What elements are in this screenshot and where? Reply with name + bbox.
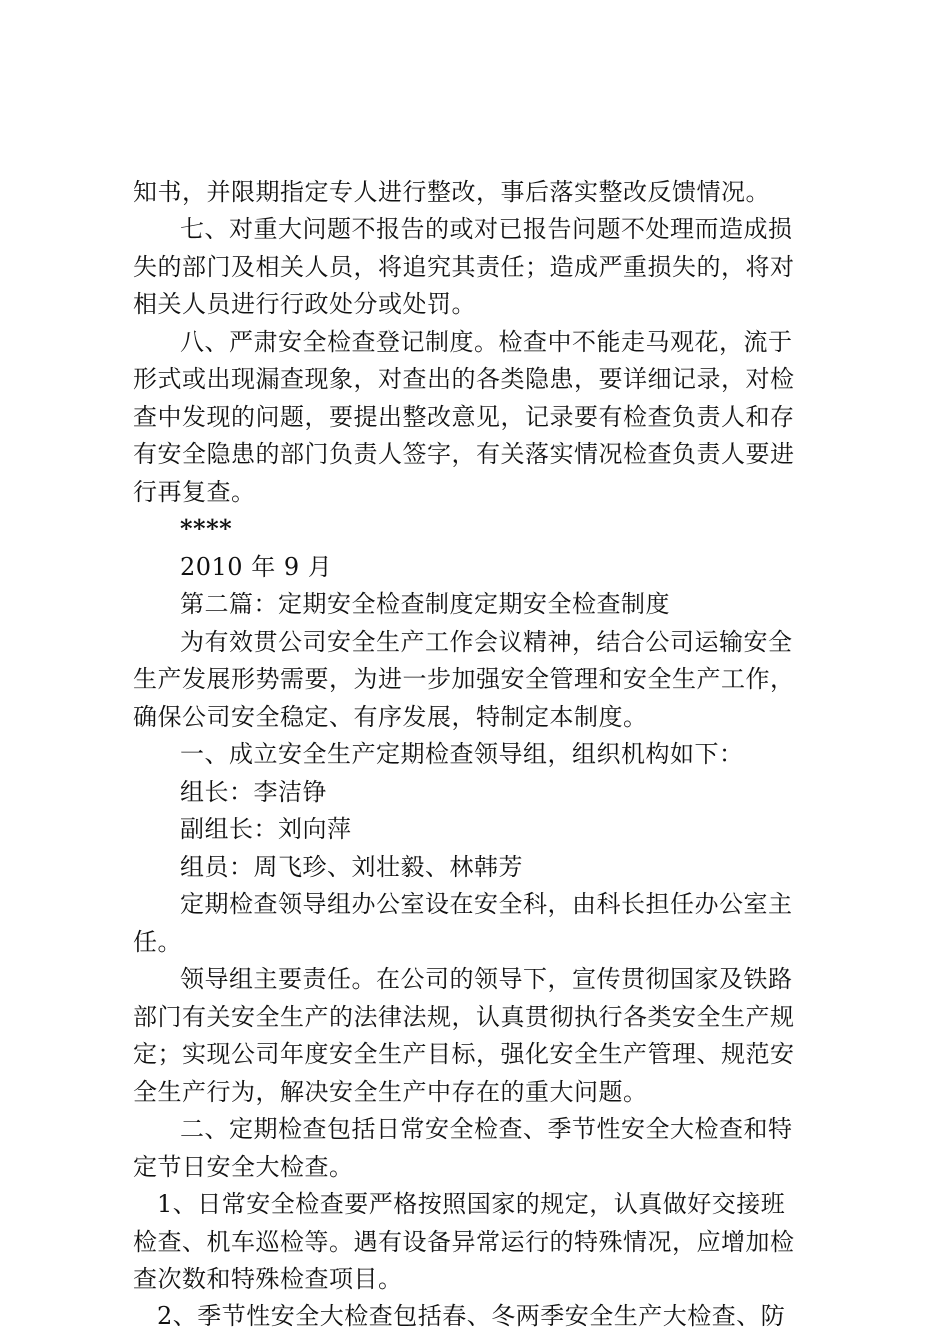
body-text-line: 确保公司安全稳定、有序发展，特制定本制度。 xyxy=(133,703,648,731)
body-text-line: 相关人员进行行政处分或处罚。 xyxy=(133,290,476,318)
body-text-line: 2、季节性安全大检查包括春、冬两季安全生产大检查、防 xyxy=(157,1302,786,1330)
section-heading: 第二篇：定期安全检查制度定期安全检查制度 xyxy=(180,590,670,618)
signature-placeholder: **** xyxy=(180,514,233,543)
body-text-line: 为有效贯公司安全生产工作会议精神，结合公司运输安全 xyxy=(180,628,793,656)
body-text-line: 全生产行为，解决安全生产中存在的重大问题。 xyxy=(133,1078,648,1106)
body-text-line: 领导组主要责任。在公司的领导下，宣传贯彻国家及铁路 xyxy=(180,965,793,993)
body-text-line: 八、严肃安全检查登记制度。检查中不能走马观花，流于 xyxy=(180,328,793,356)
body-text-line: 行再复查。 xyxy=(133,478,256,506)
body-text-line: 有安全隐患的部门负责人签字，有关落实情况检查负责人要进 xyxy=(133,440,795,468)
body-text-line: 查中发现的问题，要提出整改意见，记录要有检查负责人和存 xyxy=(133,403,795,431)
body-text-line: 生产发展形势需要，为进一步加强安全管理和安全生产工作， xyxy=(133,665,795,693)
body-text-line: 形式或出现漏查现象，对查出的各类隐患，要详细记录，对检 xyxy=(133,365,795,393)
body-text-line: 任。 xyxy=(133,928,182,956)
body-text-line: 七、对重大问题不报告的或对已报告问题不处理而造成损 xyxy=(180,215,793,243)
body-text-line: 一、成立安全生产定期检查领导组，组织机构如下： xyxy=(180,740,744,768)
body-text-line: 1、日常安全检查要严格按照国家的规定，认真做好交接班 xyxy=(157,1190,786,1218)
body-text-line: 查次数和特殊检查项目。 xyxy=(133,1265,403,1293)
body-text-line: 组员：周飞珍、刘壮毅、林韩芳 xyxy=(180,853,523,881)
body-text-line: 二、定期检查包括日常安全检查、季节性安全大检查和特 xyxy=(180,1115,793,1143)
body-text-line: 副组长：刘向萍 xyxy=(180,815,352,843)
body-text-line: 失的部门及相关人员，将追究其责任；造成严重损失的，将对 xyxy=(133,253,795,281)
date-line: 2010 年 9 月 xyxy=(180,553,333,581)
body-text-line: 定；实现公司年度安全生产目标，强化安全生产管理、规范安 xyxy=(133,1040,795,1068)
body-text-line: 定期检查领导组办公室设在安全科，由科长担任办公室主 xyxy=(180,890,793,918)
body-text-line: 检查、机车巡检等。遇有设备异常运行的特殊情况，应增加检 xyxy=(133,1228,795,1256)
body-text-line: 部门有关安全生产的法律法规，认真贯彻执行各类安全生产规 xyxy=(133,1003,795,1031)
body-text-line: 组长：李洁铮 xyxy=(180,778,327,806)
body-text-line: 知书，并限期指定专人进行整改，事后落实整改反馈情况。 xyxy=(133,178,770,206)
body-text-line: 定节日安全大检查。 xyxy=(133,1153,354,1181)
